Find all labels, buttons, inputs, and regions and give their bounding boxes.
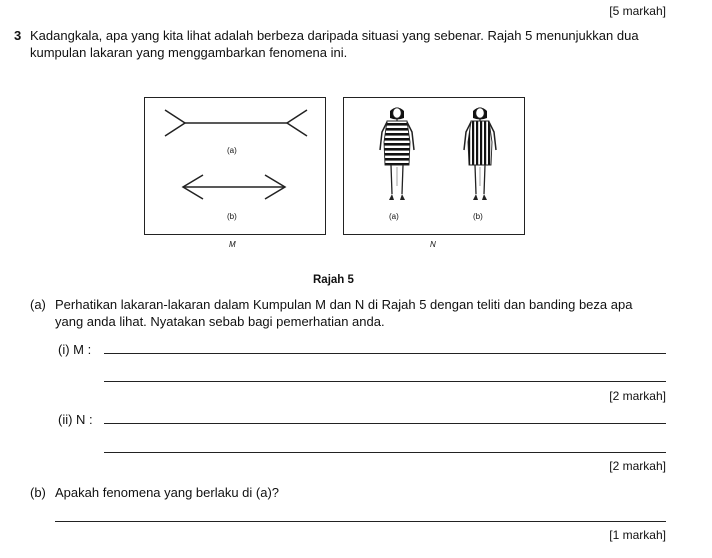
question-number: 3: [14, 28, 22, 43]
part-a-text-line2: yang anda lihat. Nyatakan sebab bagi pemerhatian anda.: [55, 314, 385, 329]
figure-horizontal-stripes: [380, 108, 414, 201]
sub-i-label: (i) M :: [58, 342, 92, 357]
figure-vertical-stripes: [464, 108, 496, 201]
group-m-caption: M: [229, 240, 236, 249]
figure-group-m: [144, 97, 326, 235]
part-b-text: Apakah fenomena yang berlaku di (a)?: [55, 485, 280, 500]
question-text-line2: kumpulan lakaran yang menggambarkan fenomena ini.: [30, 45, 348, 60]
answer-line-i-1[interactable]: [104, 353, 666, 354]
group-m-label-a: (a): [227, 146, 237, 155]
group-n-caption: N: [430, 240, 436, 249]
group-n-label-b: (b): [473, 212, 483, 221]
answer-line-i-2[interactable]: [104, 381, 666, 382]
figure-title: Rajah 5: [313, 274, 354, 286]
sub-ii-label: (ii) N :: [58, 412, 93, 427]
answer-line-b[interactable]: [55, 521, 666, 522]
part-a-label: (a): [30, 297, 46, 312]
sub-i-marks: [2 markah]: [609, 389, 666, 403]
part-b-marks: [1 markah]: [609, 528, 666, 542]
striped-dress-figures: [344, 98, 524, 234]
header-marks: [5 markah]: [609, 4, 666, 18]
group-m-label-b: (b): [227, 212, 237, 221]
answer-line-ii-1[interactable]: [104, 423, 666, 424]
part-b-label: (b): [30, 485, 46, 500]
question-text-line1: Kadangkala, apa yang kita lihat adalah berbeza daripada situasi yang sebenar. Rajah 5 menunjukkan dua: [30, 28, 639, 43]
figure-group-n: [343, 97, 525, 235]
part-a-text-line1: Perhatikan lakaran-lakaran dalam Kumpulan M dan N di Rajah 5 dengan teliti dan banding beza apa: [55, 297, 633, 312]
group-n-label-a: (a): [389, 212, 399, 221]
sub-ii-marks: [2 markah]: [609, 459, 666, 473]
answer-line-ii-2[interactable]: [104, 452, 666, 453]
